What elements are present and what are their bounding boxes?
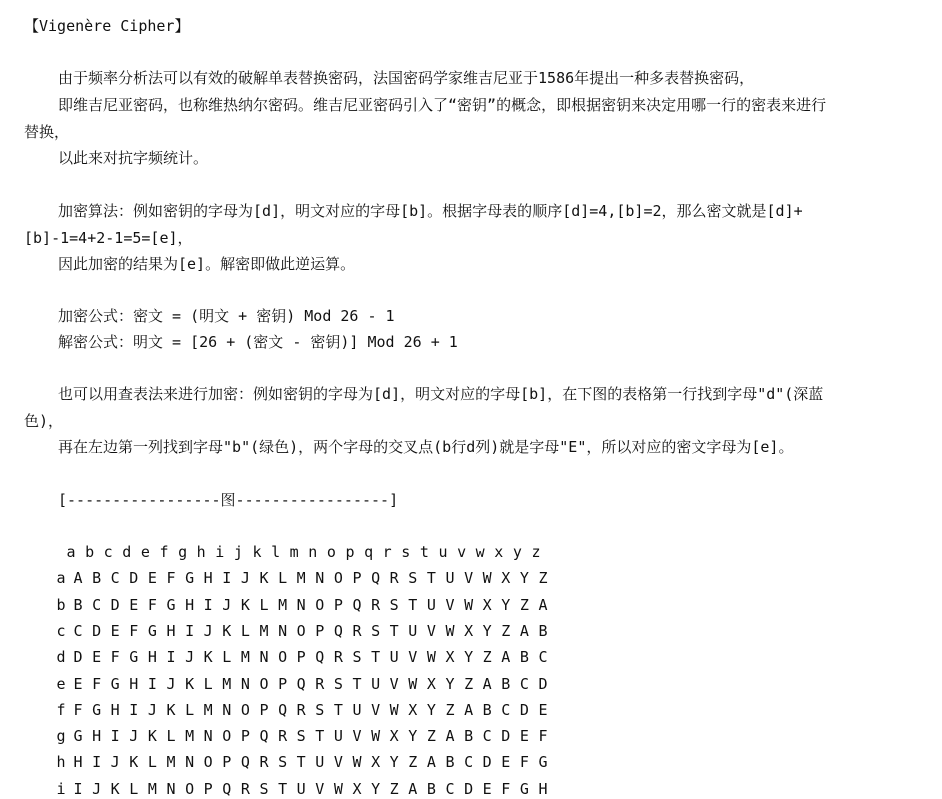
table-cell: R [278,727,288,746]
table-cell: I [203,595,213,614]
table-cell: D [92,621,102,640]
table-cell: E [501,753,511,772]
table-cell: V [464,569,474,588]
table-cell: U [371,674,381,693]
table-cell: E [147,569,157,588]
table-cell: W [445,621,455,640]
header-cell: j [233,543,243,561]
table-cell: O [240,700,250,719]
table-cell: Z [408,753,418,772]
table-cell: I [129,700,139,719]
table-cell: M [147,779,157,798]
table-cell: S [352,648,362,667]
table-cell: A [538,595,548,614]
table-cell: K [110,779,120,798]
table-cell: D [482,753,492,772]
table-cell: F [166,569,176,588]
header-cell: t [419,543,429,561]
header-cell: b [85,543,95,561]
table-cell: G [538,753,548,772]
table-cell: M [222,674,232,693]
table-cell: X [445,648,455,667]
table-cell: R [352,621,362,640]
table-cell: H [203,569,213,588]
table-cell: U [315,753,325,772]
row-key-cell: b [56,595,66,614]
header-cell: z [531,543,541,561]
header-cell: c [103,543,113,561]
table-cell: Q [240,753,250,772]
table-cell: A [73,569,83,588]
table-cell: V [426,621,436,640]
table-cell: V [389,674,399,693]
table-cell: C [73,621,83,640]
row-key-cell: g [56,727,66,746]
table-cell: Q [352,595,362,614]
table-cell: T [296,753,306,772]
table-cell: K [185,674,195,693]
table-cell: H [92,727,102,746]
table-cell: F [501,779,511,798]
table-cell: A [408,779,418,798]
table-cell: D [73,648,83,667]
table-cell: N [203,727,213,746]
table-cell: P [315,621,325,640]
table-cell: B [92,569,102,588]
table-cell: G [185,569,195,588]
header-cell: q [364,543,374,561]
table-cell: D [501,727,511,746]
table-cell: Z [389,779,399,798]
row-key-cell: f [56,700,66,719]
table-cell: Q [371,569,381,588]
table-cell: X [408,700,418,719]
table-cell: T [333,700,343,719]
table-cell: V [315,779,325,798]
header-cell: o [326,543,336,561]
table-cell: K [147,727,157,746]
header-cell: l [271,543,281,561]
table-cell: T [352,674,362,693]
table-cell: S [296,727,306,746]
table-cell: G [166,595,176,614]
table-cell: B [445,753,455,772]
header-cell: s [401,543,411,561]
table-cell: Q [296,674,306,693]
table-cell: L [147,753,157,772]
table-cell: H [166,621,176,640]
table-cell: I [185,621,195,640]
table-cell: N [315,569,325,588]
paragraph-algorithm-line-1: 加密算法：例如密钥的字母为[d]，明文对应的字母[b]。根据字母表的顺序[d]=4,[b]=2，那么密文就是[d]+ [58,202,803,220]
table-cell: V [371,700,381,719]
table-cell: F [110,648,120,667]
table-cell: J [92,779,102,798]
figure-marker: [-----------------图-----------------] [58,491,399,509]
table-cell: G [73,727,83,746]
table-cell: W [333,779,343,798]
header-cell: e [140,543,150,561]
table-cell: W [352,753,362,772]
table-cell: O [315,595,325,614]
table-cell: A [519,621,529,640]
table-cell: Y [426,700,436,719]
table-cell: Z [519,595,529,614]
table-cell: C [501,700,511,719]
table-cell: U [389,648,399,667]
header-cell: h [196,543,206,561]
table-cell: M [278,595,288,614]
table-cell: U [426,595,436,614]
table-cell: I [92,753,102,772]
header-cell: a [66,543,76,561]
table-cell: K [203,648,213,667]
row-key-cell: c [56,621,66,640]
row-key-cell: h [56,753,66,772]
table-cell: H [129,674,139,693]
table-cell: L [129,779,139,798]
table-cell: P [352,569,362,588]
table-cell: I [166,648,176,667]
table-cell: R [315,674,325,693]
header-cell: i [215,543,225,561]
table-cell: L [278,569,288,588]
encryption-formula: 加密公式：密文 = (明文 + 密钥) Mod 26 - 1 [58,307,395,325]
table-cell: U [445,569,455,588]
table-cell: Y [482,621,492,640]
table-cell: C [482,727,492,746]
table-cell: C [538,648,548,667]
paragraph-lookup-line-1: 也可以用查表法来进行加密：例如密钥的字母为[d]，明文对应的字母[b]，在下图的表格第一行找到字母"d"(深蓝 [58,385,824,403]
table-cell: L [166,727,176,746]
table-cell: N [278,621,288,640]
row-key-cell: e [56,674,66,693]
paragraph-intro-line-4: 以此来对抗字频统计。 [58,149,209,167]
table-cell: Y [408,727,418,746]
table-cell: F [147,595,157,614]
table-cell: S [259,779,269,798]
table-cell: E [482,779,492,798]
table-cell: G [519,779,529,798]
table-cell: H [185,595,195,614]
table-cell: J [203,621,213,640]
paragraph-algorithm-line-3: 因此加密的结果为[e]。解密即做此逆运算。 [58,255,356,273]
header-cell: g [178,543,188,561]
table-cell: L [259,595,269,614]
table-cell: D [519,700,529,719]
table-cell: E [73,674,83,693]
table-cell: E [519,727,529,746]
header-cell: d [122,543,132,561]
table-cell: F [538,727,548,746]
table-cell: P [203,779,213,798]
table-cell: Z [538,569,548,588]
table-cell: O [259,674,269,693]
paragraph-intro-line-2: 即维吉尼亚密码，也称维热纳尔密码。维吉尼亚密码引入了“密钥”的概念，即根据密钥来决定用哪一行的密表来进行 [58,96,827,114]
table-cell: J [166,674,176,693]
table-cell: W [408,674,418,693]
document-title: 【Vigenère Cipher】 [24,17,190,35]
table-cell: A [501,648,511,667]
table-cell: R [296,700,306,719]
table-cell: S [389,595,399,614]
table-cell: R [333,648,343,667]
table-cell: L [222,648,232,667]
table-cell: T [371,648,381,667]
table-cell: V [408,648,418,667]
table-cell: M [259,621,269,640]
table-cell: K [166,700,176,719]
table-cell: D [464,779,474,798]
table-cell: S [278,753,288,772]
table-cell: H [73,753,83,772]
table-cell: E [129,595,139,614]
table-cell: B [73,595,83,614]
table-cell: I [147,674,157,693]
header-cell: f [159,543,169,561]
table-cell: P [222,753,232,772]
table-cell: L [240,621,250,640]
table-cell: U [333,727,343,746]
table-cell: C [92,595,102,614]
table-cell: K [129,753,139,772]
header-cell: y [512,543,522,561]
decryption-formula: 解密公式：明文 = [26 + (密文 - 密钥)] Mod 26 + 1 [58,333,458,351]
row-key-cell: i [56,779,66,798]
header-cell: m [289,543,299,561]
table-cell: N [240,674,250,693]
table-cell: R [371,595,381,614]
table-cell: Q [259,727,269,746]
table-cell: C [110,569,120,588]
header-cell: w [475,543,485,561]
table-cell: F [73,700,83,719]
table-cell: S [371,621,381,640]
table-cell: V [352,727,362,746]
table-cell: K [259,569,269,588]
table-cell: M [166,753,176,772]
table-cell: B [482,700,492,719]
table-cell: B [519,648,529,667]
table-cell: R [259,753,269,772]
table-cell: K [222,621,232,640]
table-cell: Q [222,779,232,798]
table-cell: O [185,779,195,798]
table-cell: Z [464,674,474,693]
table-cell: P [240,727,250,746]
table-cell: A [426,753,436,772]
table-cell: I [110,727,120,746]
table-cell: H [110,700,120,719]
table-cell: Y [501,595,511,614]
table-cell: I [222,569,232,588]
table-cell: D [129,569,139,588]
table-cell: O [333,569,343,588]
table-cell: S [315,700,325,719]
table-cell: P [259,700,269,719]
table-cell: J [147,700,157,719]
table-cell: J [110,753,120,772]
table-cell: D [110,595,120,614]
table-cell: Y [371,779,381,798]
table-cell: M [296,569,306,588]
table-cell: J [185,648,195,667]
table-cell: X [482,595,492,614]
header-cell: u [438,543,448,561]
header-cell: v [457,543,467,561]
table-cell: G [129,648,139,667]
table-cell: X [501,569,511,588]
table-cell: B [538,621,548,640]
table-cell: G [147,621,157,640]
table-cell: Q [333,621,343,640]
table-cell: Z [482,648,492,667]
table-cell: R [240,779,250,798]
table-cell: S [408,569,418,588]
table-cell: X [389,727,399,746]
table-cell: Q [315,648,325,667]
table-cell: C [519,674,529,693]
table-cell: T [278,779,288,798]
header-cell: x [494,543,504,561]
table-cell: G [92,700,102,719]
table-cell: C [464,753,474,772]
table-cell: W [389,700,399,719]
table-cell: V [333,753,343,772]
paragraph-lookup-line-2: 色)， [24,412,64,430]
table-cell: K [240,595,250,614]
header-cell: r [382,543,392,561]
table-cell: N [259,648,269,667]
header-cell: k [252,543,262,561]
table-cell: S [333,674,343,693]
table-cell: N [296,595,306,614]
table-cell: W [482,569,492,588]
table-cell: J [222,595,232,614]
table-cell: N [166,779,176,798]
table-cell: Q [278,700,288,719]
table-cell: E [92,648,102,667]
table-cell: X [464,621,474,640]
table-cell: U [296,779,306,798]
table-cell: F [129,621,139,640]
table-cell: L [185,700,195,719]
paragraph-lookup-line-3: 再在左边第一列找到字母"b"(绿色)，两个字母的交叉点(b行d列)就是字母"E"，所以对应的密文字母为[e]。 [58,438,794,456]
table-cell: J [240,569,250,588]
table-cell: I [73,779,83,798]
table-cell: P [333,595,343,614]
table-cell: A [482,674,492,693]
table-cell: D [538,674,548,693]
row-key-cell: d [56,648,66,667]
table-cell: Z [445,700,455,719]
table-cell: Z [501,621,511,640]
table-cell: G [110,674,120,693]
table-cell: B [464,727,474,746]
table-cell: X [371,753,381,772]
table-cell: O [203,753,213,772]
paragraph-intro-line-3: 替换， [24,123,70,141]
table-cell: O [278,648,288,667]
header-cell: n [308,543,318,561]
table-cell: O [222,727,232,746]
row-key-cell: a [56,569,66,588]
table-cell: T [408,595,418,614]
table-cell: J [129,727,139,746]
table-cell: M [240,648,250,667]
table-cell: W [464,595,474,614]
table-cell: M [203,700,213,719]
table-cell: Y [464,648,474,667]
table-cell: Y [519,569,529,588]
table-cell: U [352,700,362,719]
table-cell: Z [426,727,436,746]
table-cell: A [445,727,455,746]
table-cell: X [352,779,362,798]
table-cell: H [538,779,548,798]
table-cell: B [426,779,436,798]
table-cell: E [110,621,120,640]
table-cell: Y [445,674,455,693]
paragraph-algorithm-line-2: [b]-1=4+2-1=5=[e]， [24,229,193,247]
table-cell: F [519,753,529,772]
header-cell: p [345,543,355,561]
table-cell: P [296,648,306,667]
table-cell: U [408,621,418,640]
table-cell: B [501,674,511,693]
table-cell: W [371,727,381,746]
table-cell: X [426,674,436,693]
table-cell: C [445,779,455,798]
table-cell: L [203,674,213,693]
table-cell: W [426,648,436,667]
table-cell: R [389,569,399,588]
table-cell: T [315,727,325,746]
paragraph-intro-line-1: 由于频率分析法可以有效的破解单表替换密码，法国密码学家维吉尼亚于1586年提出一种多表替换密码， [58,69,755,87]
table-cell: V [445,595,455,614]
table-cell: N [222,700,232,719]
table-cell: Y [389,753,399,772]
table-cell: A [464,700,474,719]
table-cell: E [538,700,548,719]
table-cell: F [92,674,102,693]
table-cell: H [147,648,157,667]
table-cell: T [389,621,399,640]
table-cell: N [185,753,195,772]
table-cell: O [296,621,306,640]
table-cell: P [278,674,288,693]
table-cell: M [185,727,195,746]
table-cell: T [426,569,436,588]
